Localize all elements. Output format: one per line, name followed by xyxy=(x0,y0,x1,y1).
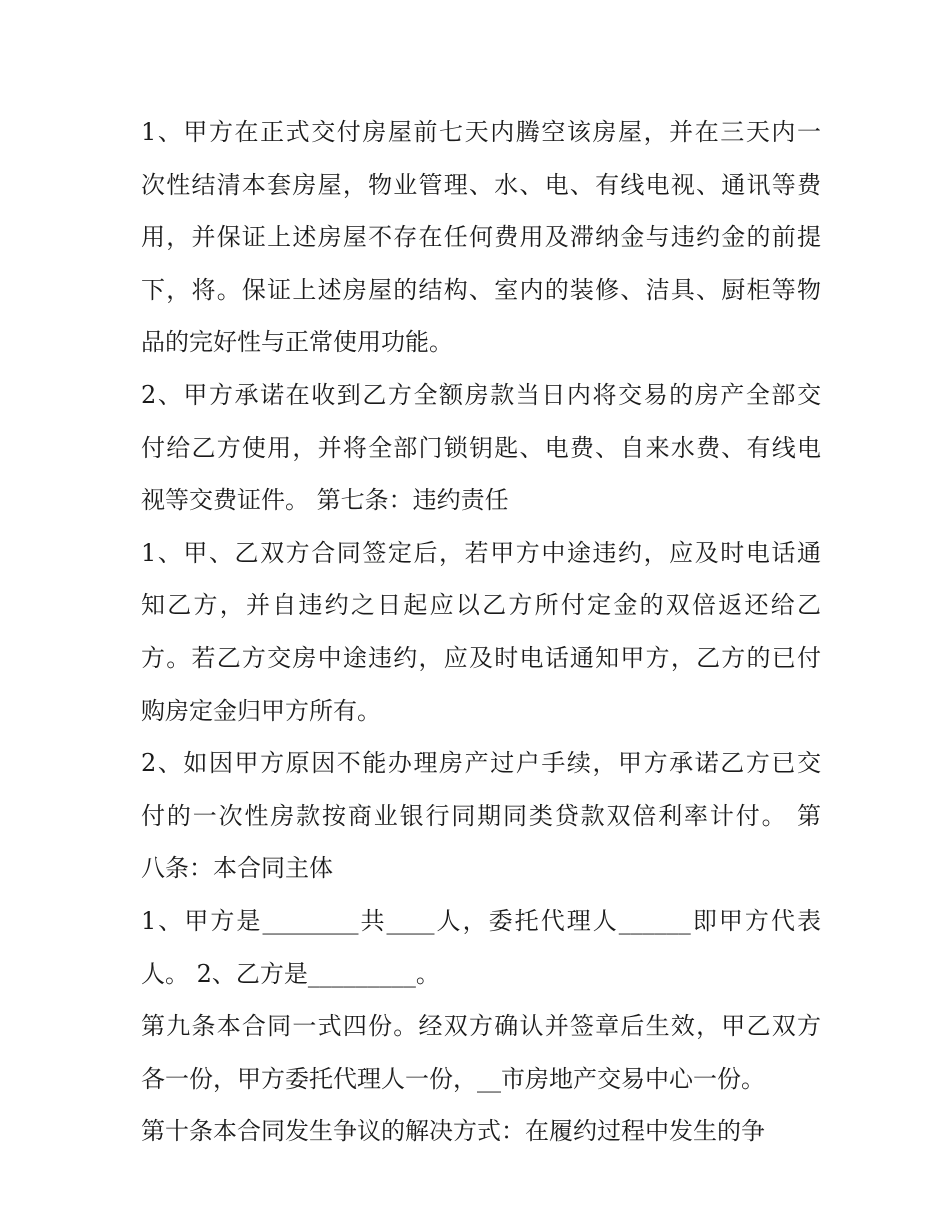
text-line: 次性结清本套房屋，物业管理、水、电、有线电视、通讯等费 xyxy=(141,170,821,199)
text-line: 知乙方，并自违约之日起应以乙方所付定金的双倍返还给乙 xyxy=(141,591,821,620)
text-line: 购房定金归甲方所有。 xyxy=(141,696,381,725)
text-line: 1、甲、乙双方合同签定后，若甲方中途违约，应及时电话通 xyxy=(141,538,821,567)
text-line: 人。 2、乙方是_________。 xyxy=(141,959,440,988)
text-line: 用，并保证上述房屋不存在任何费用及滞纳金与违约金的前提 xyxy=(141,223,821,252)
text-line: 1、甲方在正式交付房屋前七天内腾空该房屋，并在三天内一 xyxy=(141,118,821,146)
text-line: 八条：本合同主体 xyxy=(141,854,333,883)
contract-text xyxy=(141,106,821,1158)
text-line: 2、甲方承诺在收到乙方全额房款当日内将交易的房产全部交 xyxy=(141,380,821,409)
text-line: 2、如因甲方原因不能办理房产过户手续，甲方承诺乙方已交 xyxy=(141,749,821,778)
text-line: 视等交费证件。 第七条：违约责任 xyxy=(141,486,509,515)
text-line: 方。若乙方交房中途违约，应及时电话通知甲方，乙方的已付 xyxy=(141,643,821,672)
text-line: 品的完好性与正常使用功能。 xyxy=(141,328,453,357)
text-line: 第十条本合同发生争议的解决方式：在履约过程中发生的争 xyxy=(141,1117,765,1146)
text-line: 付的一次性房款按商业银行同期同类贷款双倍利率计付。 第 xyxy=(141,801,821,830)
text-line: 1、甲方是________共____人，委托代理人______即甲方代表 xyxy=(141,906,821,935)
text-line: 各一份，甲方委托代理人一份，__市房地产交易中心一份。 xyxy=(141,1064,765,1093)
text-line: 下，将。保证上述房屋的结构、室内的装修、洁具、厨柜等物 xyxy=(141,275,821,304)
text-line: 付给乙方使用，并将全部门锁钥匙、电费、自来水费、有线电 xyxy=(141,433,821,462)
text-line: 第九条本合同一式四份。经双方确认并签章后生效，甲乙双方 xyxy=(141,1012,821,1041)
